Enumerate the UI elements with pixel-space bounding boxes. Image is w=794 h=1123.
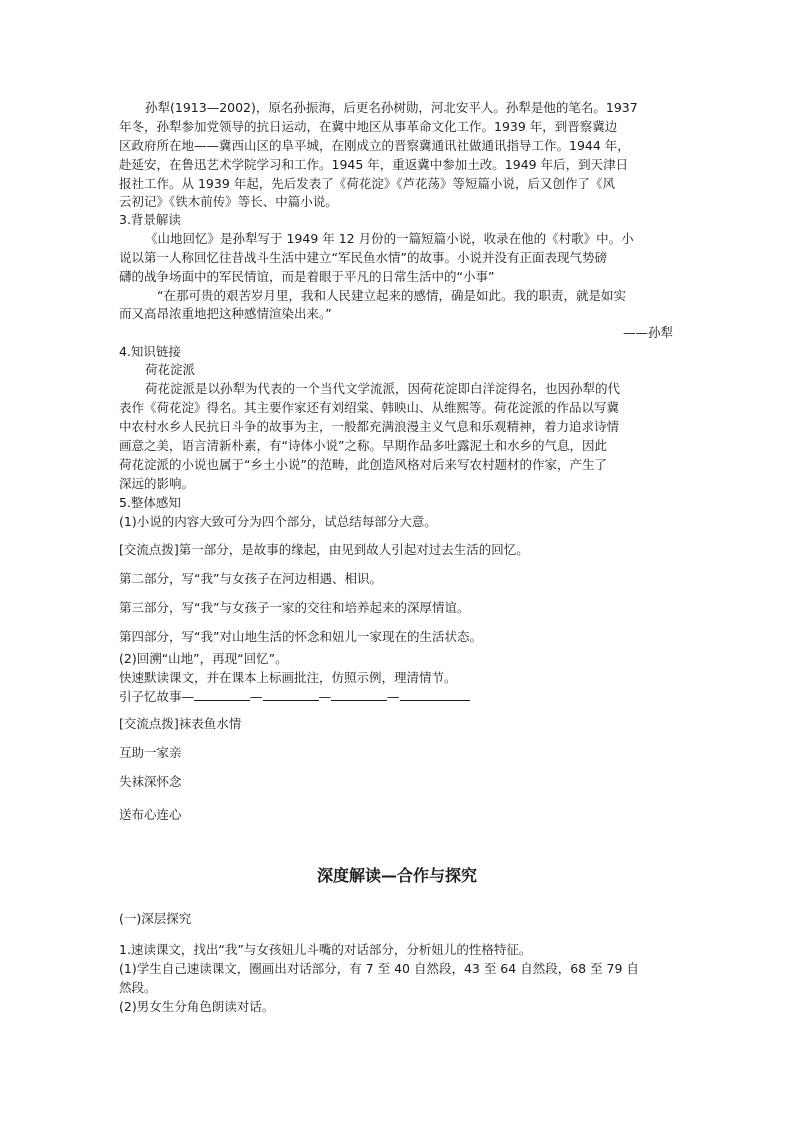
knowledge-line-3: 中农村水乡人民抗日斗争的故事为主，一般都充满浪漫主义气息和乐观精神，着力追求诗情: [119, 419, 620, 434]
section-title: 深度解读—合作与探究: [316, 866, 477, 885]
deep-answer-1b: (2)男女生分角色朗读对话。: [119, 999, 275, 1014]
quote-attribution: ——孙犁: [622, 325, 673, 340]
bio-line-4: 赴延安，在鲁迅艺术学院学习和工作。1945 年，重返冀中参加土改。1949 年后，到天津日: [119, 157, 629, 172]
deep-question-1: 1.速读课文，找出“我”与女孩妞儿斗嘴的对话部分，分析妞儿的性格特征。: [119, 942, 532, 957]
overall-answer-part-2: 第二部分，写“我”与女孩子在河边相遇、相识。: [119, 571, 382, 586]
background-line-2: 说以第一人称回忆往昔战斗生活中建立“军民鱼水情”的故事。小说并没有正面表现气势磅: [119, 250, 607, 265]
plot-dash-2: —: [318, 689, 332, 704]
plot-answer-1: [交流点拨]袜表鱼水情: [119, 716, 242, 731]
plot-dash-1: —: [250, 689, 263, 704]
bio-line-1: 孙犁(1913—2002)，原名孙振海，后更名孙树勋，河北安平人。孙犁是他的笔名。1937: [145, 100, 638, 115]
fill-in-blank-3[interactable]: [331, 688, 387, 701]
knowledge-line-1: 荷花淀派是以孙犁为代表的一个当代文学流派，因荷花淀即白洋淀得名，也因孙犁的代: [145, 381, 621, 396]
overall-question-2-instruction: 快速默读课文，并在课本上标画批注，仿照示例，理清情节。: [119, 670, 457, 685]
section-subheading: (一)深层探究: [119, 911, 192, 926]
fill-in-blank-2[interactable]: [263, 688, 319, 701]
bio-line-6: 云初记》《铁木前传》等长、中篇小说。: [119, 194, 338, 209]
knowledge-line-6: 深远的影响。: [119, 476, 195, 491]
plot-fill-in-row: [119, 688, 470, 705]
bio-line-3: 区政府所在地——冀西山区的阜平城，在刚成立的晋察冀通讯社做通讯指导工作。1944 年，: [119, 138, 630, 153]
fill-in-blank-4[interactable]: [400, 688, 470, 701]
quote-line-2: 而又高昂浓重地把这种感情渲染出来。”: [119, 306, 332, 321]
knowledge-line-4: 画意之美，语言清新朴素，有“诗体小说”之称。早期作品多吐露泥土和水乡的气息，因此: [119, 438, 607, 453]
deep-answer-1a-line-2: 然段。: [119, 980, 157, 995]
background-line-3: 礴的战争场面中的军民情谊，而是着眼于平凡的日常生活中的“小事”: [119, 269, 495, 284]
overall-answer-part-1: [交流点拨]第一部分，是故事的缘起，由见到故人引起对过去生活的回忆。: [119, 542, 529, 557]
deep-answer-1a-line-1: (1)学生自己速读课文，圈画出对话部分，有 7 至 40 自然段，43 至 64 自然段，68 至 79 自: [119, 961, 639, 976]
knowledge-line-2: 表作《荷花淀》得名。其主要作家还有刘绍棠、韩映山、从维熙等。荷花淀派的作品以写冀: [119, 400, 620, 415]
plot-prefix: 引子忆故事—: [119, 689, 195, 704]
bio-line-5: 报社工作。从 1939 年起，先后发表了《荷花淀》《芦花荡》等短篇小说，后又创作了《风: [119, 176, 616, 191]
bio-line-2: 年冬，孙犁参加党领导的抗日运动，在冀中地区从事革命文化工作。1939 年，到晋察冀边: [119, 119, 618, 134]
plot-answer-4: 送布心连心: [119, 807, 182, 822]
knowledge-line-5: 荷花淀派的小说也属于“乡土小说”的范畴，此创造风格对后来写农村题材的作家，产生了: [119, 457, 607, 472]
fill-in-blank-1[interactable]: [194, 688, 250, 701]
overall-question-2: (2)回溯“山地”，再现“回忆”。: [119, 651, 288, 666]
plot-answer-2: 互助一家亲: [119, 745, 182, 760]
overall-answer-part-3: 第三部分，写“我”与女孩子一家的交往和培养起来的深厚情谊。: [119, 600, 470, 615]
knowledge-heading: 4.知识链接: [119, 344, 181, 359]
background-heading: 3.背景解读: [119, 212, 181, 227]
overall-question-1: (1)小说的内容大致可分为四个部分，试总结每部分大意。: [119, 514, 437, 529]
overall-heading: 5.整体感知: [119, 495, 181, 510]
knowledge-subheading: 荷花淀派: [145, 362, 196, 377]
quote-line-1: “在那可贵的艰苦岁月里，我和人民建立起来的感情，确是如此。我的职责，就是如实: [157, 288, 626, 303]
overall-answer-part-4: 第四部分，写“我”对山地生活的怀念和妞儿一家现在的生活状态。: [119, 629, 482, 644]
plot-answer-3: 失袜深怀念: [119, 774, 182, 789]
plot-dash-3: —: [387, 689, 400, 704]
background-line-1: 《山地回忆》是孙犁写于 1949 年 12 月份的一篇短篇小说，收录在他的《村歌》中。小: [145, 231, 634, 246]
